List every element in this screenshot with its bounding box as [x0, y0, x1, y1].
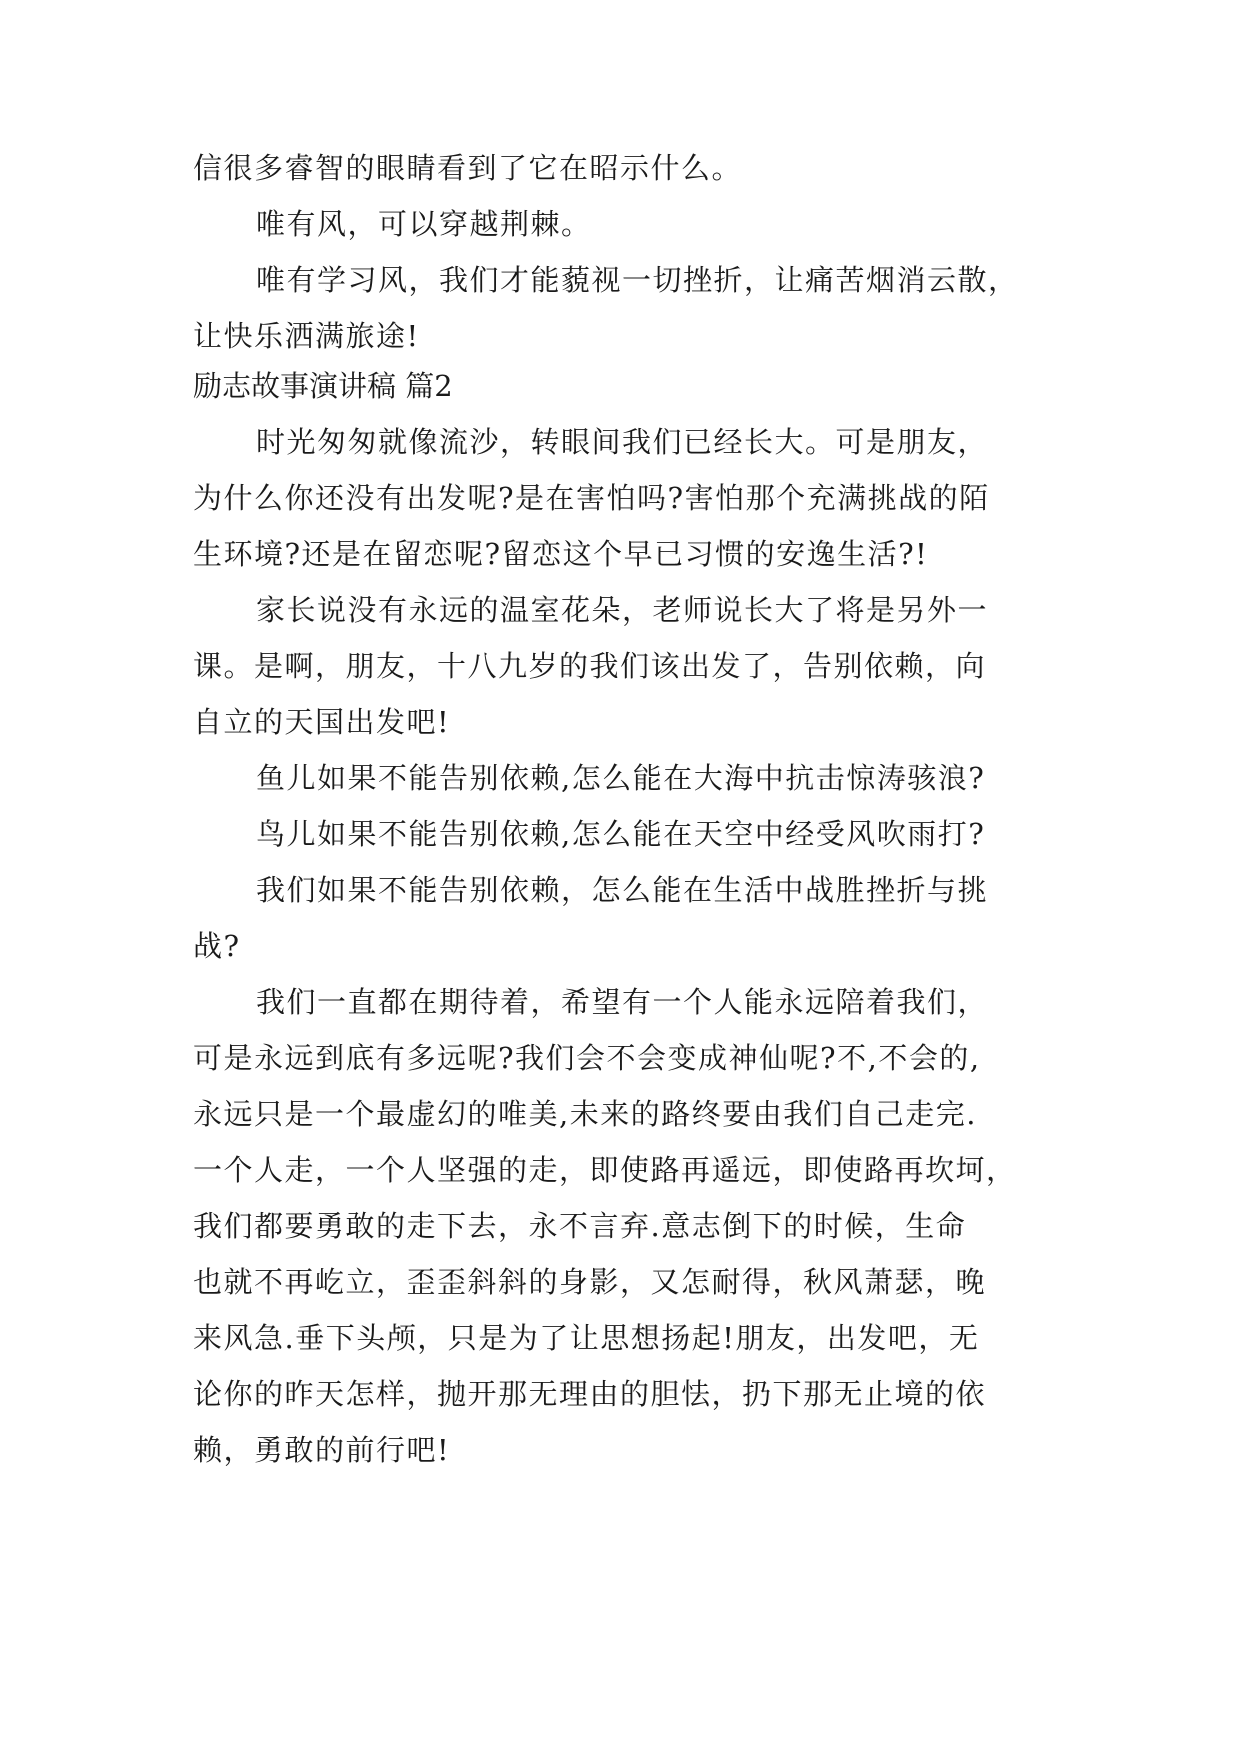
- paragraph-line: 论你的昨天怎样，抛开那无理由的胆怯，扔下那无止境的依: [193, 1377, 987, 1411]
- paragraph-line: 永远只是一个最虚幻的唯美,未来的路终要由我们自己走完.: [193, 1097, 977, 1131]
- paragraph-line: 唯有学习风，我们才能藐视一切挫折，让痛苦烟消云散，: [256, 263, 1019, 297]
- paragraph-line: 唯有风，可以穿越荆棘。: [256, 207, 592, 241]
- paragraph-line: 赖，勇敢的前行吧!: [193, 1433, 451, 1467]
- paragraph-line: 我们如果不能告别依赖，怎么能在生活中战胜挫折与挑: [256, 873, 989, 907]
- paragraph-line: 家长说没有永远的温室花朵，老师说长大了将是另外一: [256, 593, 989, 627]
- paragraph-line: 自立的天国出发吧!: [193, 705, 451, 739]
- section-heading: 励志故事演讲稿 篇2: [193, 369, 453, 403]
- paragraph-line: 鸟儿如果不能告别依赖,怎么能在天空中经受风吹雨打?: [256, 817, 986, 851]
- paragraph-line: 信很多睿智的眼睛看到了它在昭示什么。: [193, 151, 743, 185]
- paragraph-line: 让快乐洒满旅途!: [193, 319, 420, 353]
- paragraph-line: 战?: [193, 929, 241, 963]
- paragraph-line: 来风急.垂下头颅，只是为了让思想扬起!朋友，出发吧，无: [193, 1321, 980, 1355]
- paragraph-line: 也就不再屹立，歪歪斜斜的身影，又怎耐得，秋风萧瑟，晚: [193, 1265, 987, 1299]
- paragraph-line: 我们一直都在期待着，希望有一个人能永远陪着我们，: [256, 985, 989, 1019]
- paragraph-line: 我们都要勇敢的走下去，永不言弃.意志倒下的时候，生命: [193, 1209, 967, 1243]
- paragraph-line: 为什么你还没有出发呢?是在害怕吗?害怕那个充满挑战的陌: [193, 481, 990, 515]
- paragraph-line: 一个人走，一个人坚强的走，即使路再遥远，即使路再坎坷，: [193, 1153, 1017, 1187]
- paragraph-line: 鱼儿如果不能告别依赖,怎么能在大海中抗击惊涛骇浪?: [256, 761, 986, 795]
- paragraph-line: 生环境?还是在留恋呢?留恋这个早已习惯的安逸生活?!: [193, 537, 929, 571]
- paragraph-line: 可是永远到底有多远呢?我们会不会变成神仙呢?不,不会的,: [193, 1041, 981, 1075]
- paragraph-line: 时光匆匆就像流沙，转眼间我们已经长大。可是朋友，: [256, 425, 989, 459]
- paragraph-line: 课。是啊，朋友，十八九岁的我们该出发了，告别依赖，向: [193, 649, 987, 683]
